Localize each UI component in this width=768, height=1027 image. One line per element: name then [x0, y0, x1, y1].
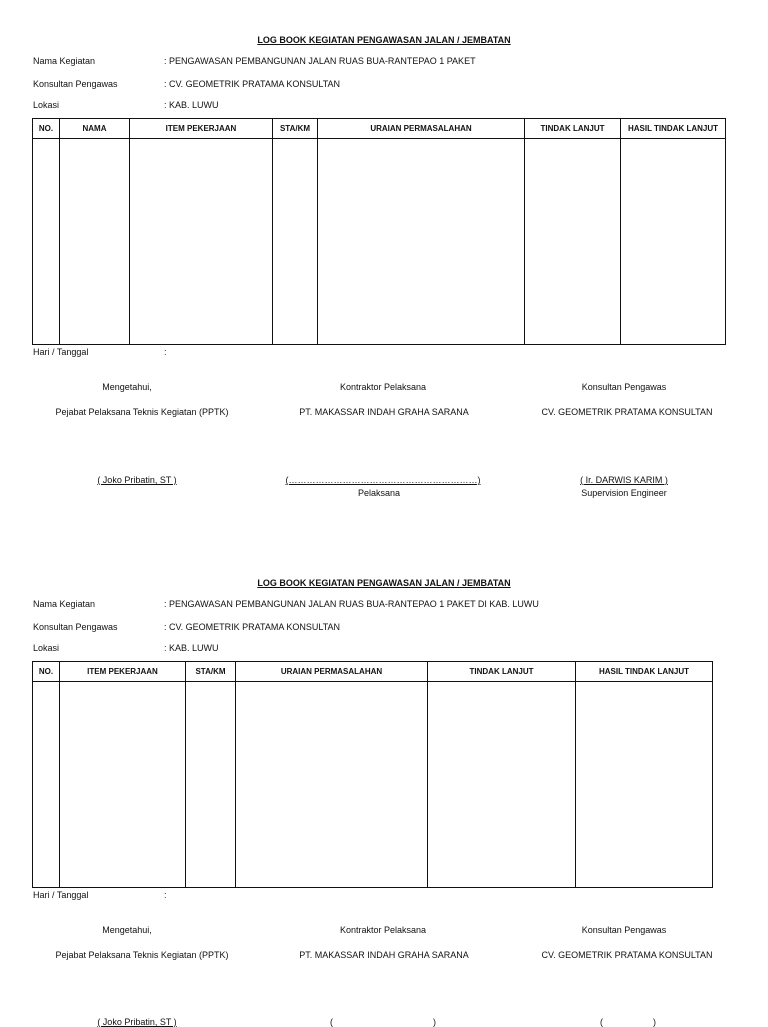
- column-header-uraian-permasalahan: URAIAN PERMASALAHAN: [318, 119, 525, 139]
- signature-role-konsultan: Supervision Engineer: [581, 488, 667, 498]
- table-cell: [60, 682, 186, 888]
- column-header-tindak-lanjut: TINDAK LANJUT: [428, 662, 576, 682]
- info-value-konsultan: : CV. GEOMETRIK PRATAMA KONSULTAN: [164, 79, 341, 89]
- date-label: Hari / Tanggal: [33, 890, 89, 900]
- logbook-table: [32, 118, 726, 345]
- signature-name-konsultan: ( ): [599, 1017, 657, 1027]
- column-header-no: NO.: [33, 119, 60, 139]
- signature-heading-kontraktor: Kontraktor Pelaksana: [339, 382, 427, 392]
- table-row: [33, 682, 713, 888]
- column-header-item-pekerjaan: ITEM PEKERJAAN: [130, 119, 273, 139]
- signature-name-kontraktor: ( ): [329, 1017, 437, 1027]
- signature-heading-konsultan: Konsultan Pengawas: [581, 925, 667, 935]
- info-value-lokasi: : KAB. LUWU: [164, 643, 219, 653]
- signature-heading-pptk: Mengetahui,: [102, 925, 152, 935]
- table-cell: [236, 682, 428, 888]
- info-value-lokasi: : KAB. LUWU: [164, 100, 219, 110]
- date-colon: :: [164, 347, 167, 357]
- logbook-table: [32, 661, 713, 888]
- date-label: Hari / Tanggal: [33, 347, 89, 357]
- signature-heading-konsultan: Konsultan Pengawas: [581, 382, 667, 392]
- table-cell: [318, 139, 525, 345]
- column-header-item-pekerjaan: ITEM PEKERJAAN: [60, 662, 186, 682]
- signature-heading-pptk: Mengetahui,: [102, 382, 152, 392]
- column-header-sta-km: STA/KM: [273, 119, 318, 139]
- table-cell: [60, 139, 130, 345]
- date-colon: :: [164, 890, 167, 900]
- table-cell: [428, 682, 576, 888]
- signature-org-pptk: Pejabat Pelaksana Teknis Kegiatan (PPTK): [55, 407, 229, 417]
- info-value-konsultan: : CV. GEOMETRIK PRATAMA KONSULTAN: [164, 622, 341, 632]
- column-header-sta-km: STA/KM: [186, 662, 236, 682]
- column-header-nama: NAMA: [60, 119, 130, 139]
- table-cell: [576, 682, 713, 888]
- table-cell: [33, 139, 60, 345]
- info-value-nama-kegiatan: : PENGAWASAN PEMBANGUNAN JALAN RUAS BUA-RANTEPAO 1 PAKET DI KAB. LUWU: [164, 599, 539, 609]
- table-cell: [130, 139, 273, 345]
- signature-name-pptk: ( Joko Pribatin, ST ): [97, 1017, 177, 1027]
- info-value-nama-kegiatan: : PENGAWASAN PEMBANGUNAN JALAN RUAS BUA-RANTEPAO 1 PAKET: [164, 56, 476, 66]
- info-label-lokasi: Lokasi: [33, 643, 60, 653]
- table-cell: [525, 139, 621, 345]
- signature-role-kontraktor: Pelaksana: [357, 488, 401, 498]
- signature-name-konsultan: ( Ir. DARWIS KARIM ): [580, 475, 668, 485]
- signature-org-kontraktor: PT. MAKASSAR INDAH GRAHA SARANA: [299, 950, 469, 960]
- table-cell: [273, 139, 318, 345]
- sheet-title: LOG BOOK KEGIATAN PENGAWASAN JALAN / JEMBATAN: [257, 35, 511, 45]
- column-header-hasil-tindak-lanjut: HASIL TINDAK LANJUT: [621, 119, 726, 139]
- table-cell: [621, 139, 726, 345]
- table-row: [33, 139, 726, 345]
- info-label-lokasi: Lokasi: [33, 100, 60, 110]
- signature-heading-kontraktor: Kontraktor Pelaksana: [339, 925, 427, 935]
- column-header-hasil-tindak-lanjut: HASIL TINDAK LANJUT: [576, 662, 713, 682]
- signature-org-konsultan: CV. GEOMETRIK PRATAMA KONSULTAN: [541, 407, 713, 417]
- table-cell: [33, 682, 60, 888]
- signature-org-kontraktor: PT. MAKASSAR INDAH GRAHA SARANA: [299, 407, 469, 417]
- column-header-no: NO.: [33, 662, 60, 682]
- info-label-nama-kegiatan: Nama Kegiatan: [33, 599, 96, 609]
- info-label-konsultan: Konsultan Pengawas: [33, 622, 118, 632]
- info-label-konsultan: Konsultan Pengawas: [33, 79, 118, 89]
- signature-org-pptk: Pejabat Pelaksana Teknis Kegiatan (PPTK): [55, 950, 229, 960]
- signature-name-kontraktor: (………………………………………………………): [285, 475, 481, 485]
- signature-org-konsultan: CV. GEOMETRIK PRATAMA KONSULTAN: [541, 950, 713, 960]
- sheet-title: LOG BOOK KEGIATAN PENGAWASAN JALAN / JEMBATAN: [257, 578, 511, 588]
- signature-name-pptk: ( Joko Pribatin, ST ): [97, 475, 177, 485]
- table-cell: [186, 682, 236, 888]
- column-header-tindak-lanjut: TINDAK LANJUT: [525, 119, 621, 139]
- info-label-nama-kegiatan: Nama Kegiatan: [33, 56, 96, 66]
- column-header-uraian-permasalahan: URAIAN PERMASALAHAN: [236, 662, 428, 682]
